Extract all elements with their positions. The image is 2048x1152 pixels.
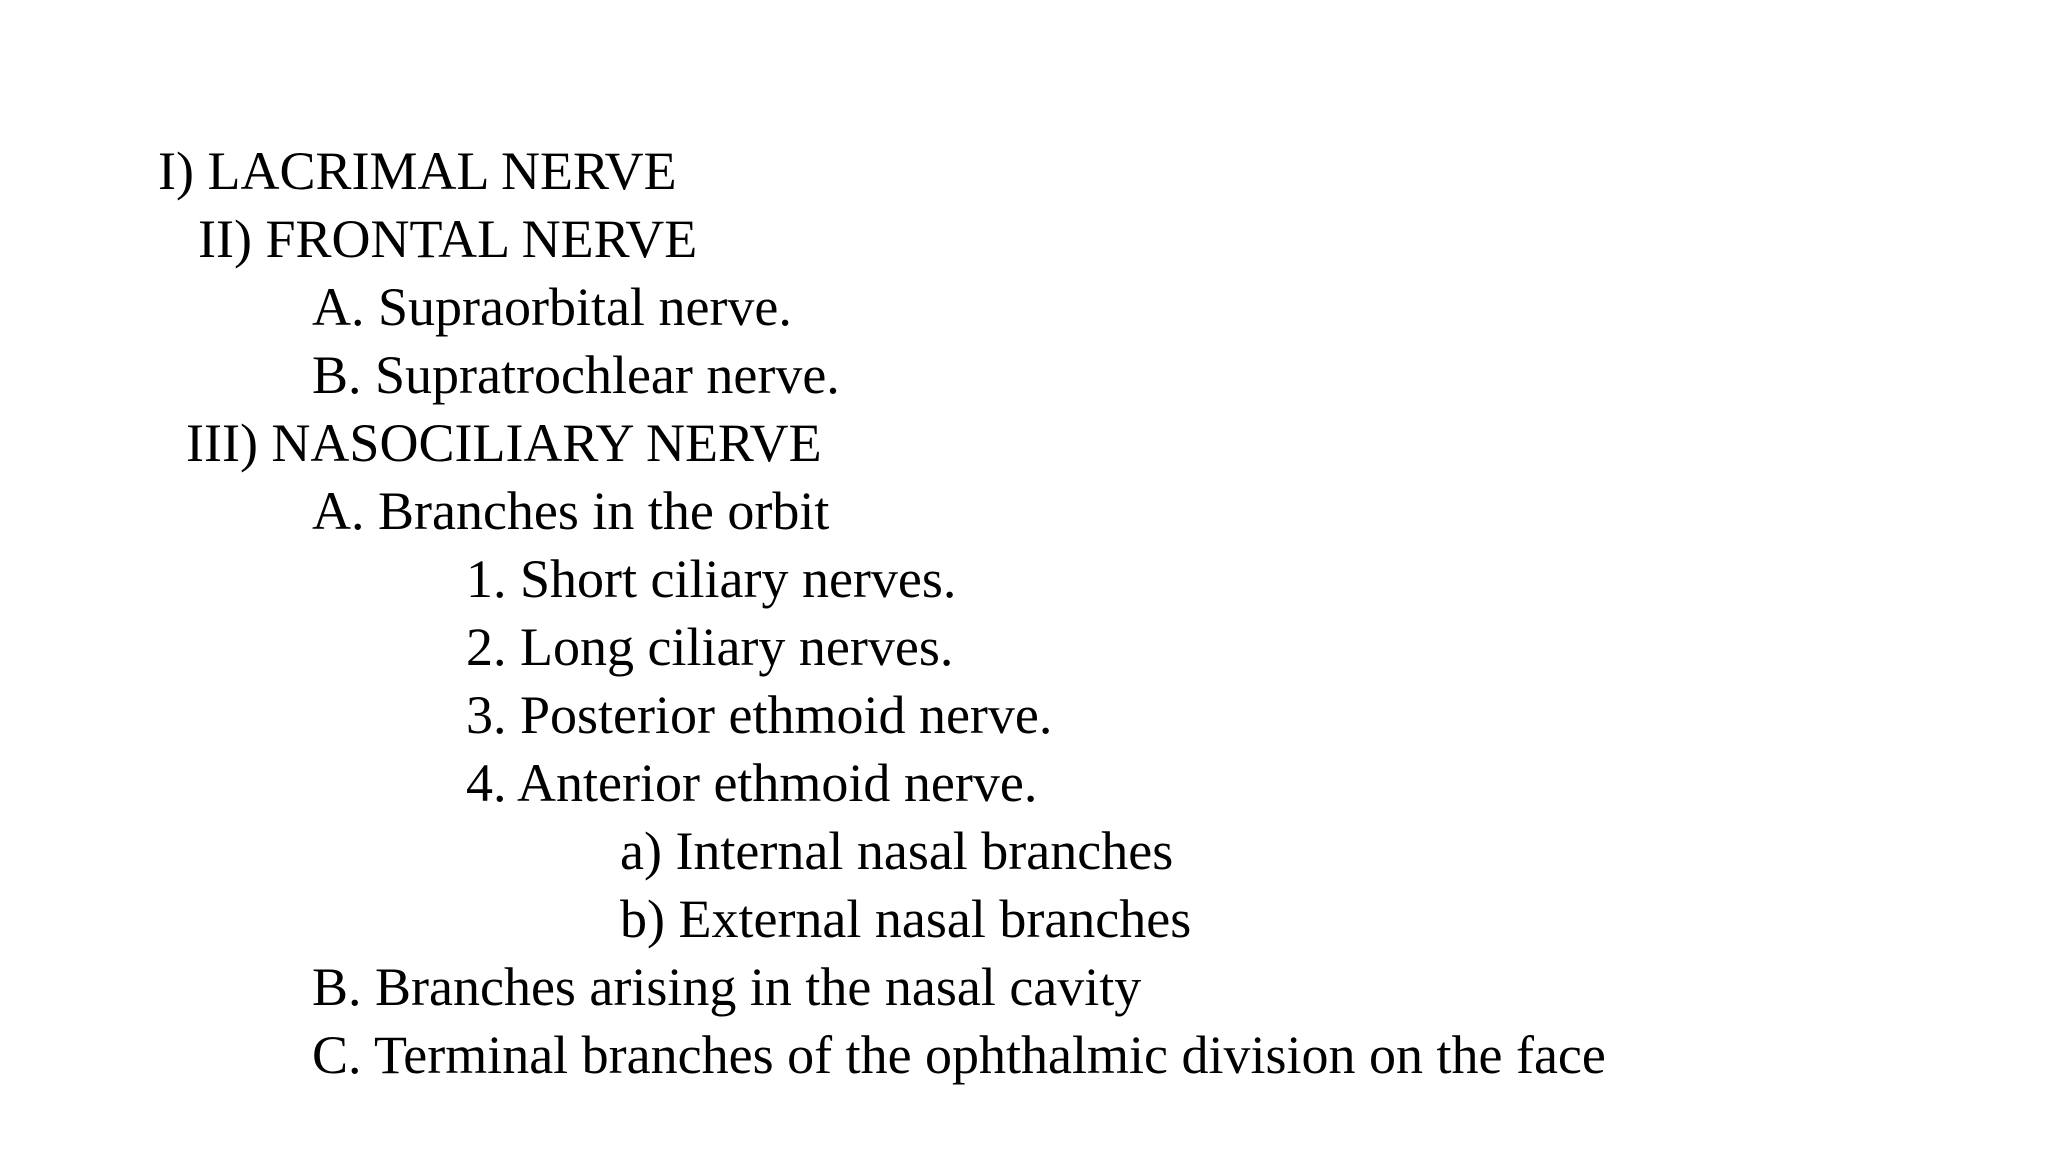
outline-subitem-long-ciliary-nerves: 2. Long ciliary nerves. xyxy=(466,617,954,677)
outline-item-branches-nasal-cavity: B. Branches arising in the nasal cavity xyxy=(312,957,1142,1017)
outline-subitem-anterior-ethmoid-nerve: 4. Anterior ethmoid nerve. xyxy=(466,753,1038,813)
outline-item-supraorbital-nerve: A. Supraorbital nerve. xyxy=(312,277,792,337)
outline-subsubitem-external-nasal-branches: b) External nasal branches xyxy=(620,889,1192,949)
outline-item-terminal-branches-face: C. Terminal branches of the ophthalmic division on the face xyxy=(312,1025,1606,1085)
outline-heading-lacrimal-nerve: I) LACRIMAL NERVE xyxy=(158,141,677,201)
outline-item-branches-in-orbit: A. Branches in the orbit xyxy=(312,481,830,541)
outline-subitem-posterior-ethmoid-nerve: 3. Posterior ethmoid nerve. xyxy=(466,685,1053,745)
outline-subitem-short-ciliary-nerves: 1. Short ciliary nerves. xyxy=(466,549,957,609)
outline-item-supratrochlear-nerve: B. Supratrochlear nerve. xyxy=(312,345,840,405)
outline-heading-nasociliary-nerve: III) NASOCILIARY NERVE xyxy=(186,413,822,473)
outline-subsubitem-internal-nasal-branches: a) Internal nasal branches xyxy=(620,821,1174,881)
outline-heading-frontal-nerve: II) FRONTAL NERVE xyxy=(198,209,698,269)
